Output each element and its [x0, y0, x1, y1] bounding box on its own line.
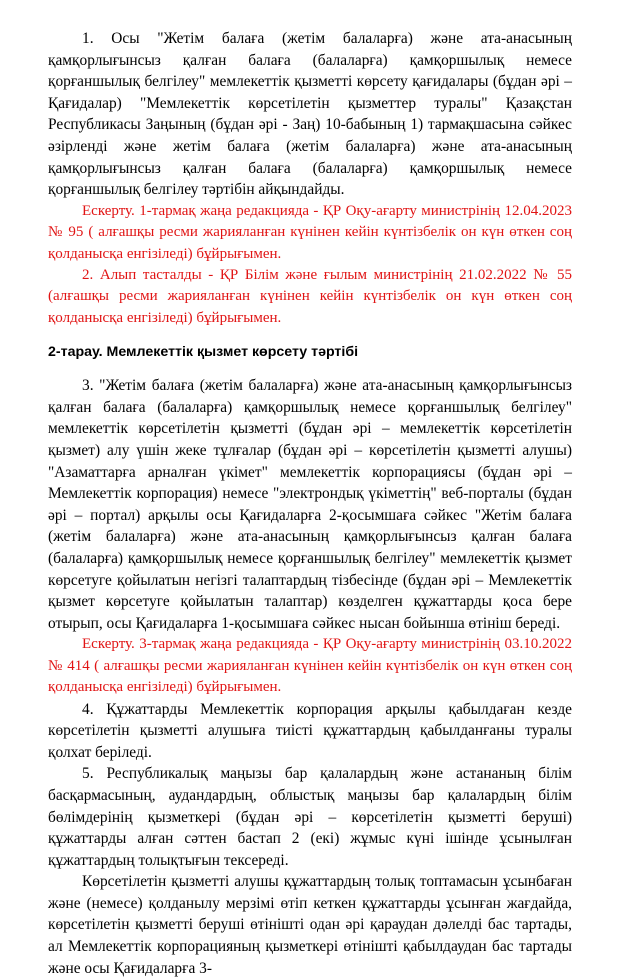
note-paragraph-3: Ескерту. 3-тармақ жаңа редакцияда - ҚР Оқу-ағарту министрінің 03.10.2022 № 414 ( алғашқы ресми жарияланған күнінен кейін күнтізбелік он күн өткен соң қолданысқа енгізіледі) бұйрығымен.	[48, 636, 572, 696]
spacer-after-heading	[48, 362, 572, 375]
spacer-before-heading	[48, 329, 572, 342]
document-body	[48, 28, 572, 979]
paragraph-4: 4. Құжаттарды Мемлекеттік корпорация арқылы қабылдаған кезде көрсетілетін қызметті алушыға тиісті құжаттардың қабылданғаны туралы қолхат беріледі.	[48, 700, 572, 761]
note-paragraph-2: 2. Алып тасталды - ҚР Білім және ғылым министрінің 21.02.2022 № 55 (алғашқы ресми жарияланған күнінен кейін күнтізбелік он күн өткен соң қолданысқа енгізіледі) бұйрығымен.	[48, 266, 572, 326]
paragraph-3: 3. "Жетім балаға (жетім балаларға) және ата-анасының қамқорлығынсыз қалған балаға (балаларға) қамқоршылық немесе қорғаншылық белгілеу" мемлекеттік көрсетілетін қызметті (бұдан әрі – мемлекеттік көрсетілетін қызмет) алу үшін жеке тұлғалар (бұдан әрі – көрсетілетін қызметті алушы) "Азаматтарға арналған үкімет" мемлекеттік корпорациясы (бұдан әрі – Мемлекеттік корпорация) немесе "электрондық үкіметтің" веб-порталы (бұдан әрі – портал) арқылы осы Қағидаларға 2-қосымшаға сәйкес "Жетім балаға (жетім балаларға) және ата-анасының қамқорлығынсыз қалған балаға (балаларға) қамқоршылық немесе қорғаншылық белгілеу" мемлекеттік қызмет көрсетуге қойылатын негізгі талаптардың тізбесінде (бұдан әрі – Мемлекеттік қызмет көрсетуге қойылатын талаптар) көзделген құжаттарды қоса бере отырып, осы Қағидаларға 1-қосымшаға сәйкес нысан бойынша өтініш береді.	[48, 377, 572, 632]
note-paragraph-1: Ескерту. 1-тармақ жаңа редакцияда - ҚР Оқу-ағарту министрінің 12.04.2023 № 95 ( алғашқы ресми жарияланған күнінен кейін күнтізбелік он күн өткен соң қолданысқа енгізіледі) бұйрығымен.	[48, 202, 572, 262]
paragraph-6: Көрсетілетін қызметті алушы құжаттардың толық топтамасын ұсынбаған және (немесе) қолданылу мерзімі өтіп кеткен құжаттарды ұсынған жағдайда, көрсетілетін қызметті беруші өтінішті одан әрі қараудан дәлелді бас тартады, ал Мемлекеттік корпорацияның қызметкері өтінішті қабылдаудан бас тартады және осы Қағидаларға 3-	[48, 873, 572, 977]
paragraph-5: 5. Республикалық маңызы бар қалалардың және астананың білім басқармасының, аудандардың, облыстық маңызы бар қалалардың білім бөлімдерінің қызметкері (бұдан әрі – көрсетілетін қызметті беруші) құжаттарды алған сәттен бастап 2 (екі) жұмыс күні ішінде ұсынылған құжаттардың толықтығын тексереді.	[48, 765, 572, 869]
paragraph-1: 1. Осы "Жетім балаға (жетім балаларға) және ата-анасының қамқорлығынсыз қалған балаға (балаларға) қамқоршылық немесе қорғаншылық белгілеу" мемлекеттік қызметті көрсету қағидалары (бұдан әрі – Қағидалар) "Мемлекеттік көрсетілетін қызметтер туралы" Қазақстан Республикасы Заңының (бұдан әрі - Заң) 10-бабының 1) тармақшасына сәйкес әзірленді және жетім балаға (жетім балаларға) және ата-анасының қамқорлығынсыз қалған балаға (балаларға) қамқоршылық немесе қорғаншылық белгілеу тәртібін айқындайды.	[48, 30, 572, 199]
chapter-2-heading: 2-тарау. Мемлекеттік қызмет көрсету тәртібі	[48, 344, 359, 361]
